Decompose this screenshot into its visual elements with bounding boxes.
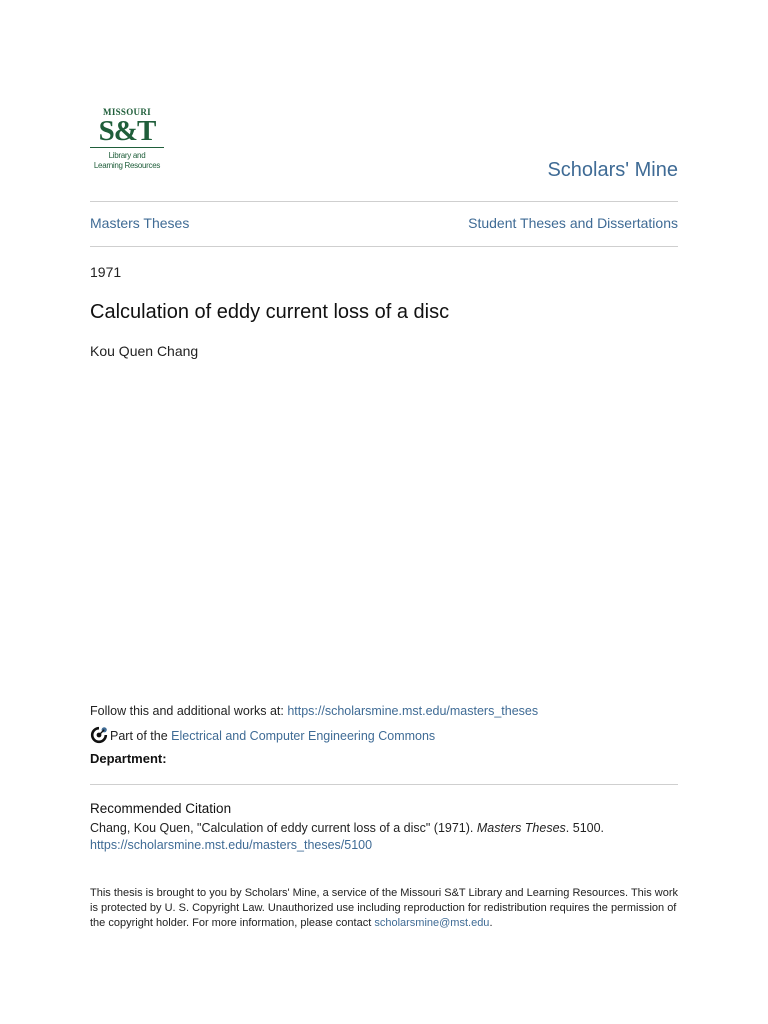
logo-bottom-line-1: Library and [108, 151, 146, 160]
nav-divider [90, 246, 678, 247]
recommended-citation-heading: Recommended Citation [90, 801, 232, 816]
part-of-line [90, 726, 435, 746]
citation-text-before: Chang, Kou Quen, "Calculation of eddy current loss of a disc" (1971). [90, 821, 477, 835]
logo-main-text: S&T [98, 115, 156, 147]
publication-year: 1971 [90, 264, 122, 280]
cover-page [90, 0, 678, 1024]
student-theses-link[interactable]: Student Theses and Dissertations [468, 215, 678, 231]
masters-theses-url-link[interactable]: https://scholarsmine.mst.edu/masters_theses [287, 704, 539, 718]
document-author: Kou Quen Chang [90, 343, 199, 359]
document-title: Calculation of eddy current loss of a disc [90, 301, 450, 323]
contact-email-link[interactable]: scholarsmine@mst.edu [374, 917, 490, 929]
notice-end: . [489, 917, 493, 929]
logo-top-text: MISSOURI [103, 107, 151, 117]
scholars-mine-link[interactable]: Scholars' Mine [547, 159, 678, 181]
part-of-label: Part of the [110, 729, 172, 743]
logo-divider [90, 147, 164, 148]
copyright-notice [90, 886, 678, 931]
follow-label: Follow this and additional works at: [90, 704, 288, 718]
citation-url-link[interactable]: https://scholarsmine.mst.edu/masters_theses/5100 [90, 838, 373, 852]
citation-series: Masters Theses [476, 821, 566, 835]
notice-text: This thesis is brought to you by Scholars' Mine, a service of the Missouri S&T Library and Learning Resources. This work is protected by U. S. Copyright Law. Unauthorized use including reproduction for redistribution requires the permission of the copyright holder. For more information, please contact [90, 887, 679, 929]
department-label: Department: [90, 751, 167, 766]
ece-commons-link[interactable]: Electrical and Computer Engineering Commons [171, 729, 436, 743]
citation-text [90, 820, 604, 837]
masters-theses-link[interactable]: Masters Theses [90, 215, 190, 231]
follow-line [90, 703, 538, 719]
logo-bottom-line-2: Learning Resources [93, 161, 161, 170]
commons-network-icon [90, 726, 108, 744]
header-divider [90, 201, 678, 202]
citation-divider [90, 784, 678, 785]
missouri-st-logo [90, 107, 164, 181]
citation-text-after: . 5100. [565, 821, 605, 835]
